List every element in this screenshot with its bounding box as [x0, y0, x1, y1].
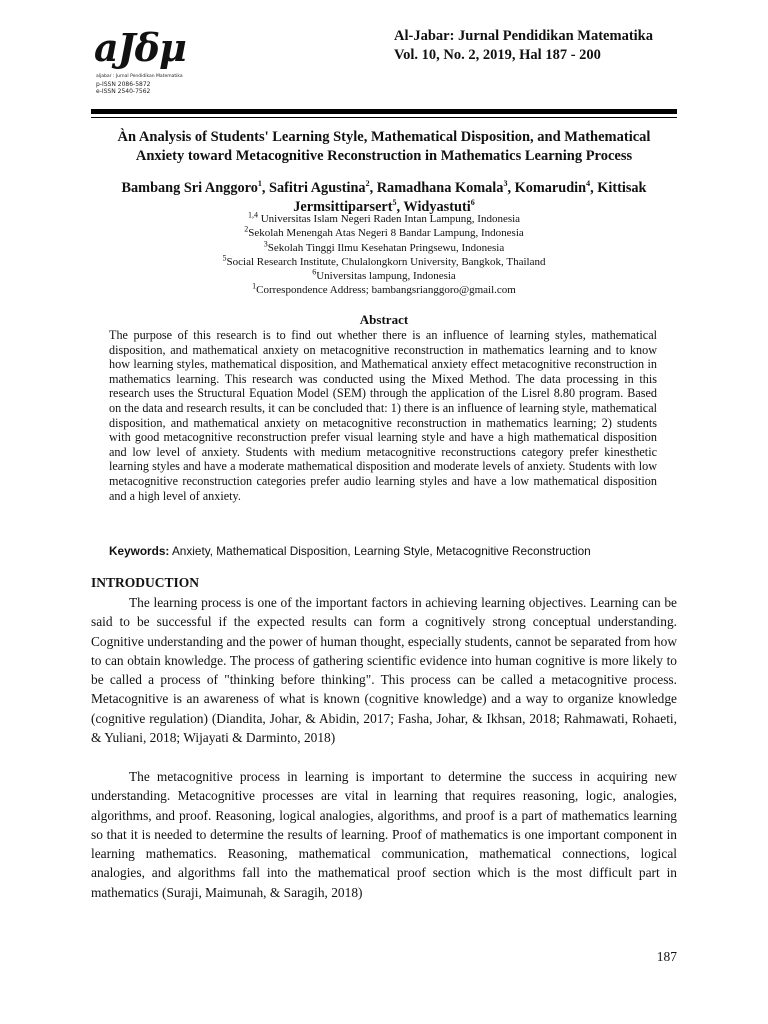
correspondence-address: [91, 283, 677, 297]
affiliation-sup: 1: [252, 281, 257, 291]
affiliation-sup: 6: [312, 267, 317, 277]
author-name: Ramadhana Komala: [376, 180, 504, 196]
author-name: Komarudin: [514, 180, 587, 196]
journal-volume: Vol. 10, No. 2, 2019, Hal 187 - 200: [394, 47, 601, 63]
journal-header: [394, 27, 653, 65]
author-name: Safitri Agustina: [269, 180, 366, 196]
affiliation-item: [91, 226, 677, 240]
introduction-paragraph: The learning process is one of the important factors in achieving learning objectives. Learning can be said to be successful if the expected results can form a cognitively strong conceptual understanding. Cognitive understanding and the power of human thought, especially students, cannot be separated from how to can obtain knowledge. The process of gathering scientific evidence into human cognitive is more likely to be called a process of "thinking before thinking". This process can be called a metacognitive process. Metacognitive is an awareness of what is known (cognitive knowledge) and a way to organize knowledge (cognitive regulation) (Diandita, Johar, & Abidin, 2017; Fasha, Johar, & Ikhsan, 2018; Rahmawati, Rohaeti, & Yuliani, 2018; Wijayati & Darminto, 2018): [91, 595, 677, 746]
journal-logo: [94, 26, 214, 100]
logo-p-issn: p-ISSN 2086-5872: [96, 81, 151, 88]
author-sup: 6: [470, 198, 475, 208]
author-sep: , Kittisak: [590, 180, 647, 196]
affiliation-sup: 2: [244, 224, 249, 234]
affiliation-item: [91, 212, 677, 226]
logo-e-issn: e-ISSN 2540-7562: [96, 88, 151, 95]
journal-name: Al-Jabar: Jurnal Pendidikan Matematika: [394, 28, 653, 44]
affiliation-text: Correspondence Address; bambangsrianggoro@gmail.com: [256, 284, 516, 297]
affiliation-text: Universitas lampung, Indonesia: [316, 270, 456, 283]
affiliation-text: Sekolah Tinggi Ilmu Kesehatan Pringsewu, Indonesia: [267, 241, 505, 254]
author-sup: 3: [503, 179, 508, 189]
affiliation-item: [91, 255, 677, 269]
logo-subtitle: aljabar : Jurnal Pendidikan Matematika: [96, 74, 183, 79]
introduction-heading: INTRODUCTION: [91, 575, 200, 590]
author-sup: 1: [257, 179, 262, 189]
keywords-text: Anxiety, Mathematical Disposition, Learning Style, Metacognitive Reconstruction: [169, 544, 591, 558]
author-name: Jermsittiparsert: [293, 199, 393, 215]
author-sup: 4: [586, 179, 591, 189]
keywords-line: [109, 543, 669, 559]
abstract-body: The purpose of this research is to find out whether there is an influence of learning styles, mathematical disposition, and mathematical anxiety on metacognitive reconstruction in mathematics learning and to know how learning styles, mathematical disposition, and Mathematical anxiety effect metacognitive reconstruction in mathematics learning. This research was conducted using the Mixed Method. The data processing in this research uses the Structural Equation Model (SEM) through the application of the Lisrel 8.80 program. Based on the data and research results, it can be concluded that: 1) there is an influence of learning style, mathematical disposition, and mathematical anxiety on metacognitive reconstruction in mathematics learning; 2) students with good metacognitive reconstruction prefer visual learning style and have a high mathematical disposition and low level of anxiety. Students with medium metacognitive reconstructions category prefer kinesthetic learning styles and have a moderate mathematical disposition and moderate levels of anxiety. Students with low metacognitive reconstruction categories prefer audio learning styles and have a low mathematical disposition and a high level of anxiety.: [109, 328, 657, 503]
author-sup: 2: [365, 179, 370, 189]
header-rule-thick: [91, 109, 677, 114]
abstract-heading: Abstract: [359, 312, 409, 327]
paper-title: [91, 128, 677, 166]
page-number: 187: [656, 949, 677, 964]
affiliation-text: Sekolah Menengah Atas Negeri 8 Bandar Lampung, Indonesia: [248, 227, 524, 240]
author-sep: ,: [369, 180, 377, 196]
title-line-1: Àn Analysis of Students' Learning Style, Mathematical Disposition, and Mathematical: [117, 129, 651, 145]
logo-mark: aJδμ: [94, 25, 186, 70]
author-name: Widyastuti: [403, 199, 471, 215]
affiliation-sup: 5: [222, 253, 227, 263]
author-sep: ,: [261, 180, 270, 196]
author-sep: ,: [507, 180, 515, 196]
author-name: Bambang Sri Anggoro: [121, 180, 258, 196]
title-line-2: Anxiety toward Metacognitive Reconstruction in Mathematics Learning Process: [135, 148, 633, 164]
affiliation-text: Universitas Islam Negeri Raden Intan Lampung, Indonesia: [257, 213, 521, 225]
author-sup: 5: [392, 198, 397, 208]
header-rule-thin: [91, 117, 677, 118]
affiliation-item: [91, 269, 677, 283]
affiliation-list: [91, 212, 677, 298]
affiliation-text: Social Research Institute, Chulalongkorn University, Bangkok, Thailand: [226, 255, 546, 268]
author-sep: ,: [396, 199, 404, 215]
affiliation-item: [91, 238, 677, 255]
keywords-label: Keywords:: [109, 544, 170, 558]
introduction-paragraph: The metacognitive process in learning is important to determine the success in acquiring new understanding. Metacognitive processes are vital in learning that requires reasoning, logic, analogies, algorithms, and proof. Reasoning, logical analogies, algorithms, and proof is a part of mathematics learning so that it is needed to determine the results of learning. Proof of mathematics is one important component in learning mathematics. Reasoning, mathematical communication, mathematical connections, logical analogies, and algorithms fall into the mathematical proof section which is the most difficult part in mathematics (Suraji, Maimunah, & Saragih, 2018): [91, 769, 677, 900]
affiliation-sup: 3: [263, 238, 268, 248]
affiliation-sup: 1,4: [247, 210, 258, 220]
